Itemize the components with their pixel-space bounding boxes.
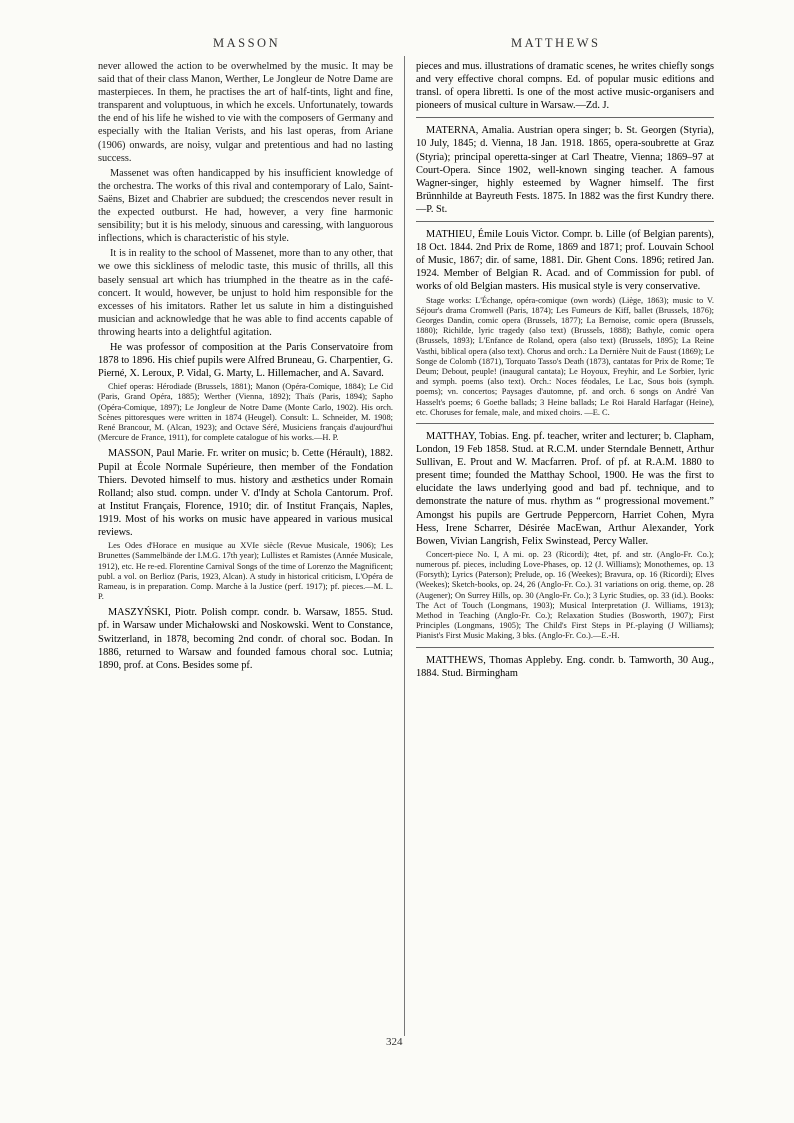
dictionary-entry-matthay: MATTHAY, Tobias. Eng. pf. teacher, writer and lecturer; b. Clapham, London, 19 Feb 1858. Stud. at R.C.M. under Sterndale Bennett, Arthur Sullivan, E. Prout and W. Macfarren. Prof. of pf. at R.A.M. 1880 to present time; founded the Matthay School, 1900. He was the first to elucidate the laws underlying good and bad pf. technique, and to demonstrate the nature of mus. rhythm as “ progressional movement.” Amongst his pupils are Gertrude Peppercorn, Harriet Cohen, Myra Hess, Irene Scharrer, Désirée MacEwan, Arthur Alexander, York Bowen, Vivian Langrish, Felix Swinstead, Percy Waller.	[416, 430, 714, 547]
paragraph: Massenet was often handicapped by his insufficient knowledge of the orchestra. The works of this rival and contemporary of Lalo, Saint-Saëns, Bizet and Chabrier are subdued; the crescendos never result in the expected outburst. He had, however, a very fine harmonic sensibility; but it is his melody, sinuous and caressing, with languorous inflections, which is characteristic of his style.	[98, 167, 393, 245]
works-list: Concert-piece No. I, A mi. op. 23 (Ricordi); 4tet, pf. and str. (Anglo-Fr. Co.); numerous pf. pieces, including Love-Phases, op. 12 (J. Williams); Monothemes, op. 13 (Forsyth); Lyrics (Paterson); Prelude, op. 16 (Weekes); Bravura, op. 16 (Ricordi); Elves (Weekes); Sketch-books, op. 24, 26 (Anglo-Fr. Co.). 31 variations on orig. theme, op. 28 (Augener); On Surrey Hills, op. 30 (Anglo-Fr. Co.); 3 Lyric Studies, op. 33 (id.). Books: The Act of Touch (Longmans, 1903); Musical Interpretation (J. Williams, 1913); Method in Teaching (Anglo-Fr. Co.); Relaxation Studies (Bosworth, 1907); First Principles (Longmans, 1905); The Child's First Steps in Pf.-playing (J Williams); Pianist's First Music Making, 3 bks. (Anglo-Fr. Co.).—E.-H.	[416, 549, 714, 641]
dictionary-entry-masson: MASSON, Paul Marie. Fr. writer on music; b. Cette (Hérault), 1882. Pupil at École Normale Supérieure, then member of the Fondation Thiers. Devoted himself to mus. history and æsthetics under Romain Rolland; also stud. compn. under V. d'Indy at Schola Cantorum. Prof. at Institut Français, Florence, 1910; dir. of Institut Français, Naples, 1919. Most of his works on music have appeared in various musical reviews.	[98, 448, 393, 539]
entry-separator	[416, 221, 714, 222]
entry-separator	[416, 423, 714, 424]
running-header-right: MATTHEWS	[511, 36, 601, 50]
paragraph: pieces and mus. illustrations of dramatic scenes, he writes chiefly songs and very effective choral compns. Ed. of popular music editions and transl. of opera libretti. Is one of the most active music-organisers and pioneers of musical culture in Warsaw.—Zd. J.	[416, 61, 714, 112]
entry-separator	[416, 647, 714, 648]
dictionary-entry-maszynski: MASZYŃSKI, Piotr. Polish compr. condr. b. Warsaw, 1855. Stud. pf. in Warsaw under Michałowski and Noskowski. Went to Constance, Switzerland, in 1878, becoming 2nd condr. of choral soc. Bodan. In 1886, returned to Warsaw and founded famous choral soc. Lutnia; 1890, prof. at Cons. Besides some pf.	[98, 607, 393, 671]
entry-separator	[416, 117, 714, 118]
page-number: 324	[386, 1036, 403, 1048]
column-divider	[404, 56, 405, 1036]
works-list: Les Odes d'Horace en musique au XVIe siècle (Revue Musicale, 1906); Les Brunettes (Sammelbände der I.M.G. 17th year); Lullistes et Ramistes (Année Musicale, 1912), etc. He re-ed. Florentine Carnival Songs of the time of Lorenzo the Magnificent; publ. a vol. on Berlioz (Paris, 1923, Alcan). A study in historical criticism, L'Opéra de Rameau, is in preparation. Comp. Marche à la Justice (perf. 1917); pf. pieces.—M. L. P.	[98, 541, 393, 602]
paragraph: It is in reality to the school of Massenet, more than to any other, that we owe this sickliness of melodic taste, this music of thrills, all this basely sensual art which has triumphed in the theatre as in the café-concert. It would, however, be unjust to hold him responsible for the excesses of his imitators. Rather let us salute in him a distinguished musician and acknowledge that he was able to find accents capable of throwing hearts into a delightful agitation.	[98, 248, 393, 338]
paragraph: He was professor of composition at the Paris Conservatoire from 1878 to 1896. His chief pupils were Alfred Bruneau, G. Charpentier, G. Pierné, X. Leroux, P. Vidal, G. Marty, L. Hillemacher, and A. Savard.	[98, 341, 393, 380]
dictionary-entry-materna: MATERNA, Amalia. Austrian opera singer; b. St. Georgen (Styria), 10 July, 1845; d. Vienna, 18 Jan. 1918. 1865, opera-soubrette at Graz (Styria); principal operetta-singer at Carl Theatre, Vienna; 1869–97 at Court-Opera. Since 1902, well-known singing teacher. A famous Wagner-singer, highly esteemed by Wagner himself. The first Brünnhilde at Bayreuth Fests. 1875. In 1882 was the first Kundry there.—P. St.	[416, 125, 714, 215]
paragraph: never allowed the action to be overwhelmed by the music. It may be said that of their class Manon, Werther, Le Jongleur de Notre Dame are masterpieces. In them, he practises the art of half-tints, light and fine, transparent and voluptuous, in which he excels. Unfortunately, towards the end of his life he wished to vie with the composers of Germany and especially with the Italian Verists, and his last operas, from Ariane (1906) onwards, are noisy, vulgar and pretentious and had no lasting success.	[98, 61, 393, 164]
works-list: Chief operas: Hérodiade (Brussels, 1881); Manon (Opéra-Comique, 1884); Le Cid (Paris, Grand Opéra, 1885); Werther (Vienna, 1892); Thaïs (Paris, 1894); Sapho (Opéra-Comique, 1897); Le Jongleur de Notre Dame (Monte Carlo, 1902). His orch. Scènes pittoresques were written in 1874 (Heugel). Consult: L. Schneider, M. 1908; René Brancour, M. (Alcan, 1923); and Octave Séré, Musiciens français d'aujourd'hui (Mercure de France, 1911), for complete catalogue of his works.—H. P.	[98, 382, 393, 443]
running-header-left: MASSON	[213, 36, 281, 50]
dictionary-entry-matthews: MATTHEWS, Thomas Appleby. Eng. condr. b. Tamworth, 30 Aug., 1884. Stud. Birmingham	[416, 654, 714, 679]
left-column	[98, 60, 393, 674]
works-list: Stage works: L'Échange, opéra-comique (own words) (Liège, 1863); music to V. Séjour's drama Cromwell (Paris, 1874); Les Fumeurs de Kiff, ballet (Brussels, 1876); Georges Dandin, comic opera (Brussels, 1877); La Bernoise, comic opera (Brussels, 1880); Richilde, lyric tragedy (also text) (Brussels, 1888); Bathyle, comic opera (Brussels, 1893); L'Enfance de Roland, opera (also text) (Brussels, 1895); La Reine Vasthi, biblical opera (also text). Chorus and orch.: La Dernière Nuit de Faust (1869); Le Songe de Colomb (1871), Torquato Tasso's Death (1873), cantatas for Prix de Rome; Te Deum; Debout, peuple! (inaugural cantata); Le Hoyoux, Freyhir, and Le Sorbier, lyric and symph. poems (also text). Orch.: Noces féodales, Le Lac, Sous bois (symph. poems); vn. concertos; Paysages d'automne, pf. and orch. 6 songs on André Van Hasselt's poems; 6 Goethe ballads; 3 Heine ballads; Le Roi Harald Harfagar (Heine), etc. Choruses for female, male, and mixed choirs. —E. C.	[416, 295, 714, 417]
right-column	[416, 60, 714, 682]
dictionary-entry-mathieu: MATHIEU, Émile Louis Victor. Compr. b. Lille (of Belgian parents), 18 Oct. 1844. 2nd Prix de Rome, 1869 and 1871; prof. Louvain School of Music, 1867; dir. of same, 1881. Dir. Ghent Cons. 1896; retired Jan. 1924. Member of Belgian R. Acad. and of Commission for publ. of works of old Belgian masters. His musical style is very conservative.	[416, 229, 714, 293]
